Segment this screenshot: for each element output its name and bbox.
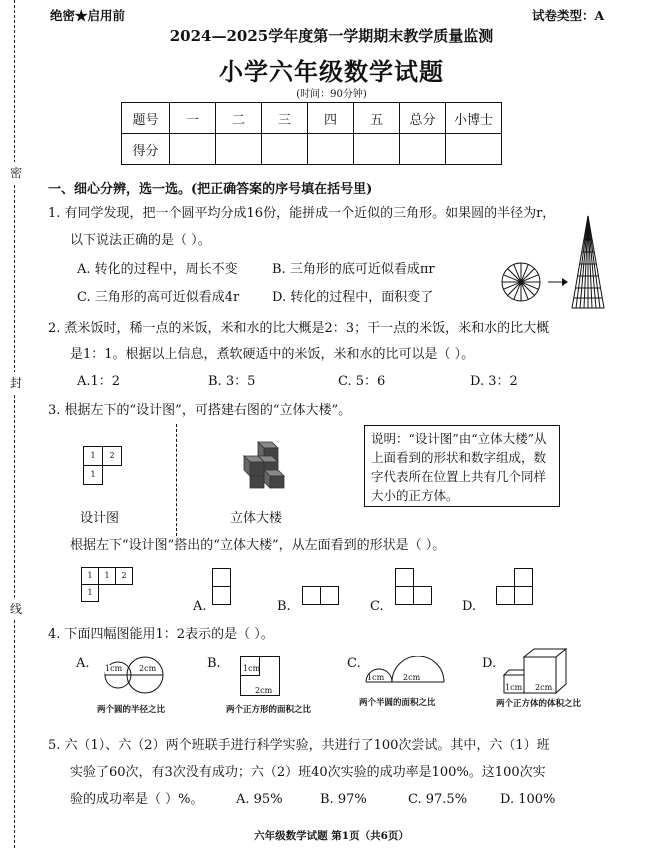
semicircle-large-label: 2cm [403,673,421,682]
q1-option-d[interactable]: D. 转化的过程中，面积变了 [272,290,434,305]
q5-stem-line3: 验的成功率是（ ）%。 [70,792,204,807]
q2-stem-line2: 是1：1。根据以上信息，煮软硬适中的米饭，米和水的比可以是（ ）。 [70,347,475,362]
q3-option-d-square [514,586,533,605]
score-cell: 五 [354,103,400,134]
large-square-label: 2cm [255,686,273,695]
q4-caption-b: 两个正方形的面积之比 [226,705,312,715]
q3-option-a-square [212,586,231,605]
q2-option-d[interactable]: D. 3：2 [470,374,518,389]
q4-caption-a: 两个圆的半径之比 [97,705,166,715]
q5-stem-line1: 5. 六（1）、六（2）两个班联手进行科学实验，共进行了100次尝试。其中，六（1）班 [48,738,550,753]
exam-name: 2024—2025学年度第一学期期末教学质量监测 [169,27,494,45]
q3-stem-line1: 3. 根据左下的“设计图”，可搭建右图的“立体大楼”。 [48,403,352,418]
q3-option-a[interactable]: A. [193,599,207,614]
q1-option-b[interactable]: B. 三角形的底可近似看成πr [272,262,435,277]
score-input-cell[interactable] [446,134,502,165]
score-table-score-row [122,134,502,165]
q5-option-c[interactable]: C. 97.5% [408,792,468,807]
q3-option-b-square [320,586,339,605]
seal-mark-feng: 封 [10,372,22,393]
q3-option-a-square [212,568,231,587]
q1-stem-line2: 以下说法正确的是（ ）。 [70,233,211,248]
score-cell: 总分 [400,103,446,134]
q4-option-b[interactable]: B. [207,656,221,671]
section-heading: 一、细心分辨，选一选。(把正确答案的序号填在括号里) [48,182,373,197]
score-input-cell[interactable] [216,134,262,165]
circle-to-triangle-figure [500,212,610,312]
q3-note-box: 说明：“设计图”由“立体大楼”从上面看到的形状和数字组成，数字代表所在位置上共有几个同样大小的正方体。 [364,425,560,507]
q2-option-c[interactable]: C. 5：6 [338,374,386,389]
two-circles-figure [96,655,176,697]
seal-mark-mi: 密 [10,162,22,183]
q3-option-d-square [496,586,515,605]
q3-option-c-square [395,568,414,587]
q3-option-d-square [514,568,533,587]
design-grid-cell: 1 [98,567,116,585]
score-cell: 四 [308,103,354,134]
design-label: 设计图 [80,511,120,526]
design-grid-cell: 1 [83,465,103,485]
q5-option-b[interactable]: B. 97% [320,792,367,807]
score-row-label: 得分 [122,134,170,165]
q3-option-c-square [413,586,432,605]
score-cell: 二 [216,103,262,134]
q4-option-d[interactable]: D. [482,656,497,671]
paper-type: 试卷类型：A [532,8,605,23]
exam-time: (时间：90分钟) [296,89,367,100]
semicircle-small-label: 1cm [367,673,385,682]
binding-line [14,0,15,848]
score-cell: 题号 [122,103,170,134]
q4-option-c[interactable]: C. [347,656,361,671]
circle-radius-large-label: 2cm [139,664,157,673]
q1-option-c[interactable]: C. 三角形的高可近似看成4r [77,290,240,305]
score-cell: 三 [262,103,308,134]
score-cell: 一 [170,103,216,134]
cube-large-label: 2cm [535,683,553,692]
secret-label: 绝密★启用前 [50,8,126,23]
small-square-label: 1cm [243,664,261,673]
q1-option-a[interactable]: A. 转化的过程中，周长不变 [77,262,238,277]
q5-stem-line2: 实验了60次，有3次没有成功；六（2）班40次实验的成功率是100%。这100次实 [70,765,546,780]
q3-stem-line2: 根据左下“设计图”搭出的“立体大楼”，从左面看到的形状是（ ）。 [70,538,446,553]
q4-stem: 4. 下面四幅图能用1：2表示的是（ ）。 [48,627,274,642]
q3-option-c[interactable]: C. [370,599,384,614]
q2-stem-line1: 2. 煮米饭时，稀一点的米饭，米和水的比大概是2：3；干一点的米饭，米和水的比大概 [48,321,550,336]
q4-caption-c: 两个半圆的面积之比 [359,698,436,708]
q5-option-d[interactable]: D. 100% [500,792,556,807]
q5-option-a[interactable]: A. 95% [236,792,283,807]
q3-option-c-square [395,586,414,605]
score-input-cell[interactable] [354,134,400,165]
q4-caption-d: 两个正方体的体积之比 [496,699,582,709]
score-table [121,102,502,165]
score-cell: 小博士 [446,103,502,134]
score-input-cell[interactable] [400,134,446,165]
score-input-cell[interactable] [170,134,216,165]
q2-option-b[interactable]: B. 3：5 [208,374,256,389]
q3-option-d[interactable]: D. [462,599,477,614]
q3-option-b[interactable]: B. [277,599,291,614]
score-table-header-row [122,103,502,134]
design-grid-cell: 2 [102,446,122,466]
page-footer: 六年级数学试题 第1页（共6页） [254,830,409,842]
design-grid-cell: 1 [83,446,103,466]
design-grid-cell: 1 [81,567,99,585]
design-grid-cell: 2 [115,567,133,585]
cube-small-label: 1cm [505,683,523,692]
score-input-cell[interactable] [262,134,308,165]
building-cube-figure [238,440,296,490]
page-title: 小学六年级数学试题 [219,57,444,86]
q3-option-b-square [302,586,321,605]
building-label: 立体大楼 [230,511,283,526]
q3-divider [176,424,177,536]
q1-stem-line1: 1. 有同学发现，把一个圆平均分成16份，能拼成一个近似的三角形。如果圆的半径为r， [48,206,556,221]
q4-option-a[interactable]: A. [76,656,90,671]
seal-mark-xian: 线 [10,598,22,619]
circle-radius-small-label: 1cm [105,664,123,673]
q2-option-a[interactable]: A.1：2 [77,374,121,389]
design-grid-cell: 1 [81,584,99,602]
score-input-cell[interactable] [308,134,354,165]
